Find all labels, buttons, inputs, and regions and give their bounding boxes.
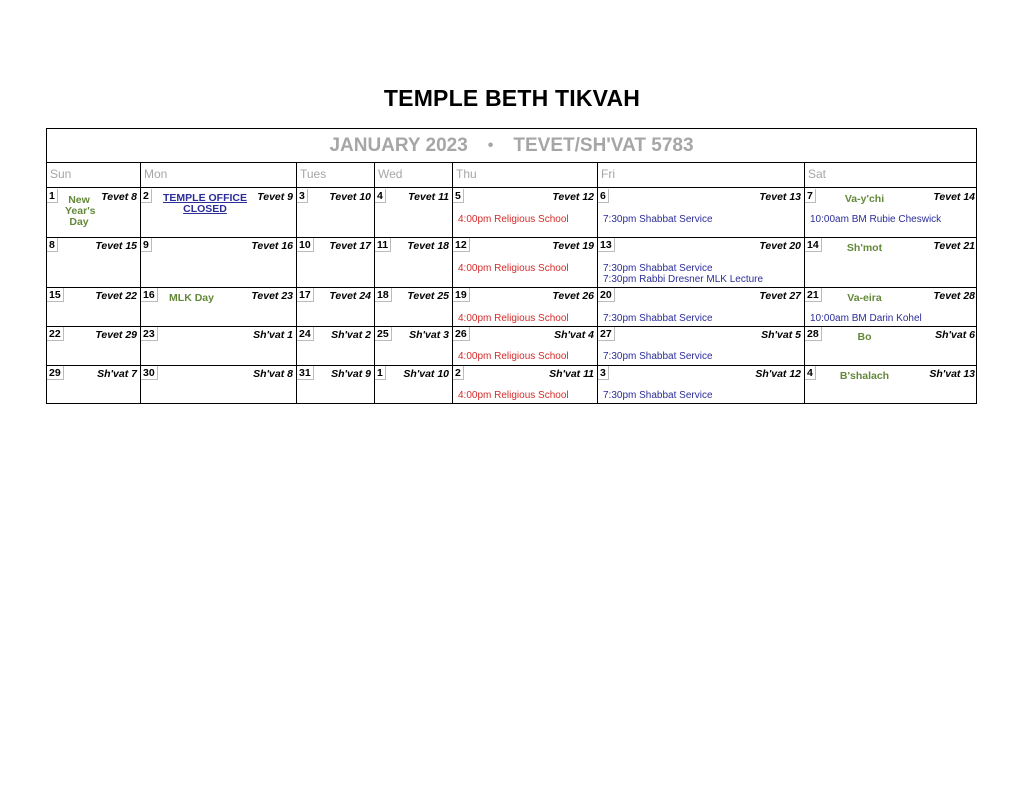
day-number: 6 <box>598 189 609 203</box>
hebrew-date: Tevet 10 <box>329 191 371 203</box>
day-cell[interactable] <box>375 288 452 326</box>
day-cell[interactable] <box>598 238 804 287</box>
hebrew-date: Sh'vat 1 <box>253 329 293 341</box>
day-number: 29 <box>47 366 64 380</box>
day-cell[interactable] <box>375 327 452 365</box>
day-cell[interactable] <box>453 366 597 404</box>
day-cell[interactable] <box>375 366 452 404</box>
holiday-label: B'shalach <box>839 370 890 382</box>
day-name: Sat <box>805 163 977 188</box>
day-cell[interactable] <box>375 238 452 287</box>
hebrew-date: Tevet 21 <box>933 240 975 252</box>
day-number: 4 <box>805 366 816 380</box>
event-entry[interactable]: 10:00am BM Darin Kohel <box>810 313 922 324</box>
day-cell[interactable] <box>453 327 597 365</box>
calendar-header <box>47 129 976 163</box>
hebrew-date: Tevet 24 <box>329 290 371 302</box>
hebrew-date: Sh'vat 4 <box>554 329 594 341</box>
holiday-label: New Year's Day <box>65 194 96 228</box>
day-cell[interactable] <box>47 189 140 237</box>
day-name: Tues <box>297 163 374 188</box>
day-cell[interactable] <box>297 189 374 237</box>
hebrew-date: Sh'vat 9 <box>331 368 371 380</box>
day-number: 11 <box>375 238 391 252</box>
day-number: 31 <box>297 366 314 380</box>
day-number: 13 <box>598 238 615 252</box>
hebrew-date: Tevet 18 <box>407 240 449 252</box>
hebrew-date: Sh'vat 3 <box>409 329 449 341</box>
day-number: 26 <box>453 327 470 341</box>
day-cell[interactable] <box>453 189 597 237</box>
hebrew-date: Sh'vat 5 <box>761 329 801 341</box>
day-cell[interactable] <box>805 327 977 365</box>
month-label: JANUARY 2023 <box>329 135 468 156</box>
calendar-grid <box>47 163 976 404</box>
event-entry[interactable]: 7:30pm Rabbi Dresner MLK Lecture <box>603 274 764 285</box>
hebrew-date: Sh'vat 13 <box>929 368 975 380</box>
hebrew-date: Sh'vat 11 <box>549 368 594 380</box>
hebrew-date: Tevet 20 <box>759 240 801 252</box>
day-name: Fri <box>598 163 804 188</box>
day-number: 7 <box>805 189 816 203</box>
event-entry[interactable]: 7:30pm Shabbat Service <box>603 390 713 401</box>
day-cell[interactable] <box>47 327 140 365</box>
holiday-label: Sh'mot <box>846 242 883 254</box>
day-number: 5 <box>453 189 464 203</box>
day-number: 24 <box>297 327 314 341</box>
event-entry[interactable]: 10:00am BM Rubie Cheswick <box>810 214 942 225</box>
day-cell[interactable] <box>598 189 804 237</box>
hebrew-date: Tevet 25 <box>407 290 449 302</box>
event-entry[interactable]: 7:30pm Shabbat Service <box>603 214 713 225</box>
event-entry[interactable]: 7:30pm Shabbat Service <box>603 351 713 362</box>
hebrew-date: Sh'vat 8 <box>253 368 293 380</box>
day-cell[interactable] <box>598 366 804 404</box>
day-name: Thu <box>453 163 597 188</box>
hebrew-date: Tevet 8 <box>101 191 137 203</box>
day-cell[interactable] <box>141 189 296 237</box>
hebrew-date: Tevet 13 <box>759 191 801 203</box>
hebrew-date: Tevet 11 <box>408 191 449 203</box>
day-cell[interactable] <box>297 366 374 404</box>
day-number: 23 <box>141 327 158 341</box>
event-entry[interactable]: 7:30pm Shabbat Service <box>603 313 713 324</box>
hebrew-date: Sh'vat 2 <box>331 329 371 341</box>
day-number: 12 <box>453 238 470 252</box>
holiday-label: Va-y'chi <box>844 193 885 205</box>
hebrew-date: Tevet 26 <box>552 290 594 302</box>
hebrew-date: Tevet 15 <box>95 240 137 252</box>
day-cell[interactable] <box>598 327 804 365</box>
event-entry[interactable]: 4:00pm Religious School <box>458 214 569 225</box>
calendar <box>46 128 977 404</box>
hebrew-date: Tevet 9 <box>257 191 293 203</box>
day-number: 15 <box>47 288 64 302</box>
day-number: 8 <box>47 238 58 252</box>
day-number: 2 <box>453 366 464 380</box>
hebrew-date: Tevet 28 <box>933 290 975 302</box>
holiday-label: MLK Day <box>169 292 214 304</box>
separator-bullet: • <box>487 137 494 154</box>
day-number: 18 <box>375 288 392 302</box>
hebrew-date: Tevet 27 <box>759 290 801 302</box>
office-closed-link[interactable]: TEMPLE OFFICE CLOSED <box>163 192 247 215</box>
day-name: Mon <box>141 163 296 188</box>
day-number: 1 <box>47 189 58 203</box>
day-cell[interactable] <box>47 238 140 287</box>
day-cell[interactable] <box>297 288 374 326</box>
day-cell[interactable] <box>453 238 597 287</box>
event-entry[interactable]: 4:00pm Religious School <box>458 313 569 324</box>
hebrew-date: Tevet 29 <box>95 329 137 341</box>
event-entry[interactable]: 4:00pm Religious School <box>458 390 569 401</box>
hebrew-date: Tevet 12 <box>552 191 594 203</box>
day-number: 4 <box>375 189 386 203</box>
day-cell[interactable] <box>375 189 452 237</box>
day-number: 10 <box>297 238 314 252</box>
hebrew-date: Sh'vat 12 <box>755 368 801 380</box>
day-number: 19 <box>453 288 470 302</box>
page-title: TEMPLE BETH TIKVAH <box>383 85 641 111</box>
day-cell[interactable] <box>453 288 597 326</box>
day-cell[interactable] <box>47 288 140 326</box>
event-entry[interactable]: 4:00pm Religious School <box>458 263 569 274</box>
day-cell[interactable] <box>141 288 296 326</box>
day-number: 2 <box>141 189 152 203</box>
hebrew-date: Tevet 19 <box>552 240 594 252</box>
hebrew-month-label: TEVET/SH'VAT 5783 <box>513 135 694 156</box>
hebrew-date: Sh'vat 6 <box>935 329 975 341</box>
hebrew-date: Sh'vat 7 <box>97 368 137 380</box>
day-cell[interactable] <box>47 366 140 404</box>
holiday-label: Va-eira <box>847 292 882 304</box>
day-cell[interactable] <box>141 366 296 404</box>
day-cell[interactable] <box>805 288 977 326</box>
hebrew-date: Tevet 23 <box>251 290 293 302</box>
day-cell[interactable] <box>141 327 296 365</box>
hebrew-date: Tevet 22 <box>95 290 137 302</box>
day-name: Sun <box>47 163 140 188</box>
event-entry[interactable]: 4:00pm Religious School <box>458 351 569 362</box>
day-number: 3 <box>297 189 308 203</box>
day-number: 28 <box>805 327 822 341</box>
day-number: 17 <box>297 288 314 302</box>
day-cell[interactable] <box>141 238 296 287</box>
hebrew-date: Sh'vat 10 <box>403 368 449 380</box>
day-number: 9 <box>141 238 152 252</box>
day-number: 14 <box>805 238 822 252</box>
day-cell[interactable] <box>805 366 977 404</box>
day-cell[interactable] <box>805 238 977 287</box>
day-cell[interactable] <box>297 327 374 365</box>
holiday-label: Bo <box>857 331 872 343</box>
day-name: Wed <box>375 163 452 188</box>
hebrew-date: Tevet 16 <box>251 240 293 252</box>
day-cell[interactable] <box>805 189 977 237</box>
day-number: 27 <box>598 327 615 341</box>
day-cell[interactable] <box>297 238 374 287</box>
day-number: 30 <box>141 366 158 380</box>
day-cell[interactable] <box>598 288 804 326</box>
event-entry[interactable]: 7:30pm Shabbat Service <box>603 263 713 274</box>
day-number: 25 <box>375 327 392 341</box>
day-number: 16 <box>141 288 158 302</box>
day-number: 20 <box>598 288 615 302</box>
day-number: 21 <box>805 288 822 302</box>
day-number: 1 <box>375 366 386 380</box>
hebrew-date: Tevet 17 <box>329 240 371 252</box>
day-number: 22 <box>47 327 64 341</box>
hebrew-date: Tevet 14 <box>933 191 975 203</box>
day-number: 3 <box>598 366 609 380</box>
